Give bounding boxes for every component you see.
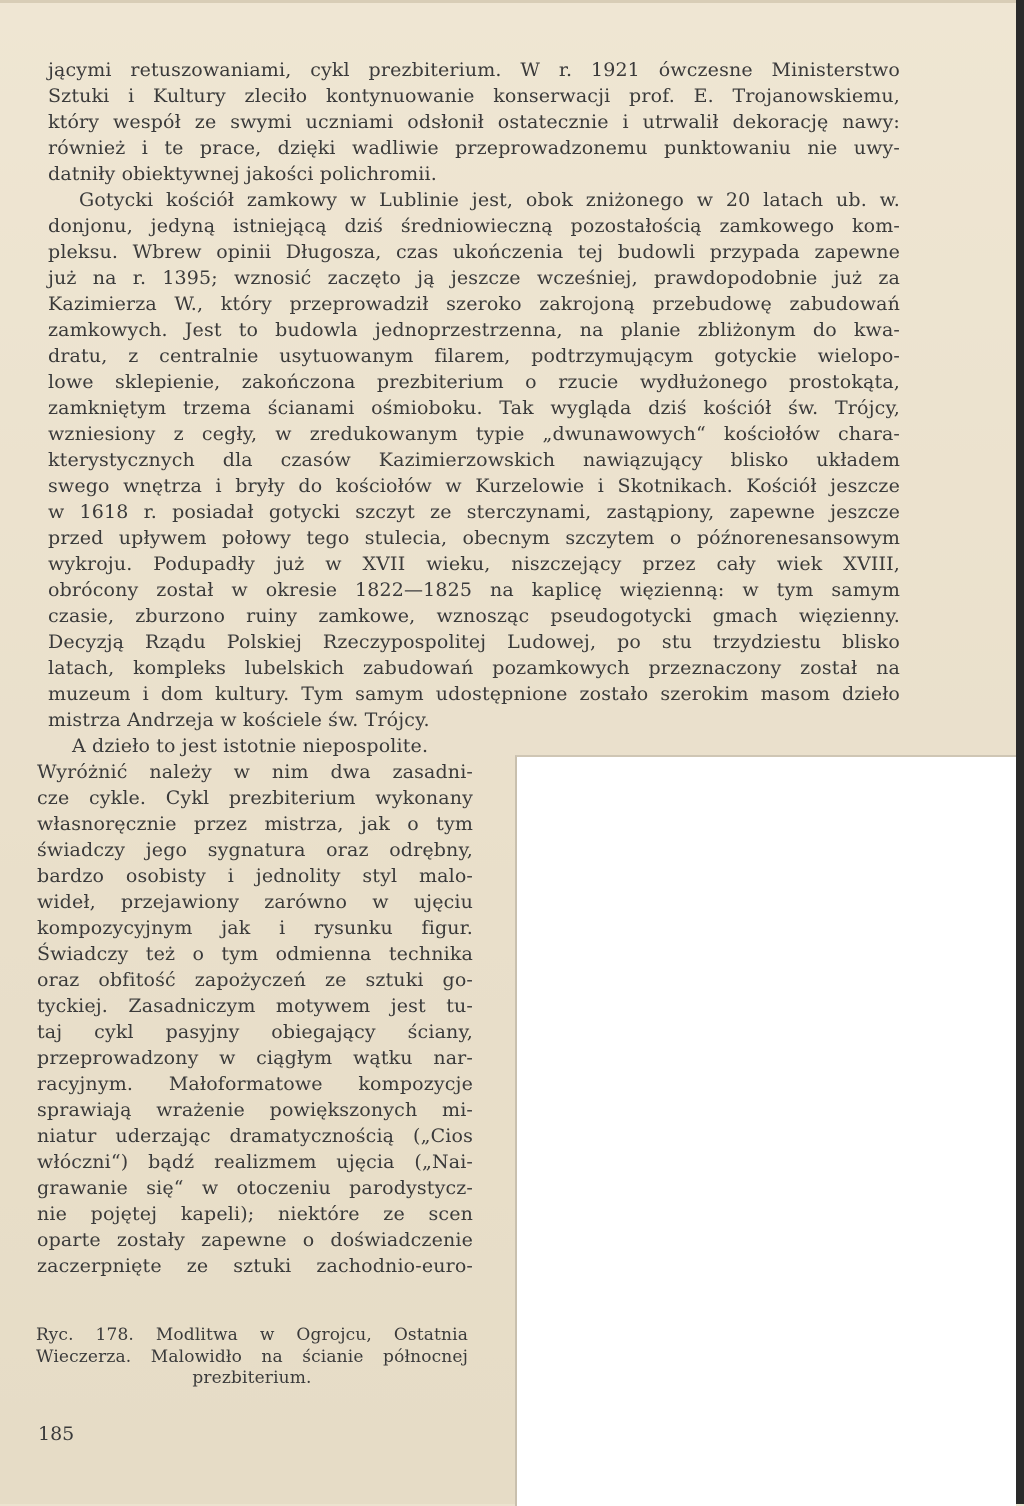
- text-line: również i te prace, dzięki wadliwie przeprowadzonemu punktowaniu nie uwy-: [48, 137, 900, 159]
- text-line: który wespół ze swymi uczniami odsłonił ostatecznie i utrwalił dekorację nawy:: [48, 111, 900, 133]
- text-line: zamkowych. Jest to budowla jednoprzestrzenna, na planie zbliżonym do kwa-: [48, 319, 900, 341]
- text-line: swego wnętrza i bryły do kościołów w Kurzelowie i Skotnikach. Kościół jeszcze: [48, 475, 900, 497]
- page-top-edge: [0, 0, 1024, 3]
- text-line: własnoręcznie przez mistrza, jak o tym: [37, 813, 473, 835]
- text-line: muzeum i dom kultury. Tym samym udostępnione zostało szerokim masom dzieło: [48, 683, 900, 705]
- text-line: Sztuki i Kultury zleciło kontynuowanie konserwacji prof. E. Trojanowskiemu,: [48, 85, 900, 107]
- text-line: mistrza Andrzeja w kościele św. Trójcy.: [48, 709, 430, 731]
- text-line: oparte zostały zapewne o doświadczenie: [37, 1229, 473, 1251]
- caption-line: prezbiterium.: [192, 1368, 312, 1388]
- text-line: świadczy jego sygnatura oraz odrębny,: [37, 839, 473, 861]
- text-line: racyjnym. Małoformatowe kompozycje: [37, 1073, 473, 1095]
- text-line: już na r. 1395; wznosić zaczęto ją jeszcze wcześniej, prawdopodobnie już za: [48, 267, 900, 289]
- caption-line: Wieczerza. Malowidło na ścianie północnej: [36, 1347, 468, 1367]
- page-number: 185: [38, 1423, 75, 1445]
- text-line: cze cykle. Cykl prezbiterium wykonany: [37, 787, 473, 809]
- figure-image-area: [515, 755, 1016, 1506]
- text-line: pleksu. Wbrew opinii Długosza, czas ukończenia tej budowli przypada zapewne: [48, 241, 900, 263]
- text-line: jącymi retuszowaniami, cykl prezbiterium. W r. 1921 ówczesne Ministerstwo: [48, 59, 900, 81]
- text-line: wykroju. Podupadły już w XVII wieku, niszczejący przez cały wiek XVIII,: [48, 553, 900, 575]
- text-line: latach, kompleks lubelskich zabudowań pozamkowych przeznaczony został na: [48, 657, 900, 679]
- text-line: dratu, z centralnie usytuowanym filarem, podtrzymującym gotyckie wielopo-: [48, 345, 900, 367]
- text-line: obrócony został w okresie 1822—1825 na kaplicę więzienną: w tym samym: [48, 579, 900, 601]
- paragraph-first-line: A dzieło to jest istotnie niepospolite.: [72, 735, 429, 757]
- text-line: zaczerpnięte ze sztuki zachodnio-euro-: [37, 1255, 473, 1277]
- text-line: włóczni“) bądź realizmem ujęcia („Nai-: [37, 1151, 473, 1173]
- text-line: oraz obfitość zapożyczeń ze sztuki go-: [37, 969, 473, 991]
- text-line: czasie, zburzono ruiny zamkowe, wznosząc pseudogotycki gmach więzienny.: [48, 605, 900, 627]
- text-line: Kazimierza W., który przeprowadził szeroko zakrojoną przebudowę zabudowań: [48, 293, 900, 315]
- text-line: wideł, przejawiony zarówno w ujęciu: [37, 891, 473, 913]
- text-line: nie pojętej kapeli); niektóre ze scen: [37, 1203, 473, 1225]
- text-line: datniły obiektywnej jakości polichromii.: [48, 163, 437, 185]
- text-line: kompozycyjnym jak i rysunku figur.: [37, 917, 473, 939]
- text-line: przeprowadzony w ciągłym wątku nar-: [37, 1047, 473, 1069]
- page-right-edge: [1016, 0, 1024, 1504]
- text-line: przed upływem połowy tego stulecia, obecnym szczytem o późnorenesansowym: [48, 527, 900, 549]
- text-line: Wyróżnić należy w nim dwa zasadni-: [37, 761, 473, 783]
- text-line: niatur uderzając dramatycznością („Cios: [37, 1125, 473, 1147]
- caption-line: Ryc. 178. Modlitwa w Ogrojcu, Ostatnia: [36, 1325, 468, 1345]
- text-line: zamkniętym trzema ścianami ośmioboku. Tak wygląda dziś kościół św. Trójcy,: [48, 397, 900, 419]
- text-line: Świadczy też o tym odmienna technika: [37, 943, 473, 965]
- text-line: taj cykl pasyjny obiegający ściany,: [37, 1021, 473, 1043]
- text-line: grawanie się“ w otoczeniu parodystycz-: [37, 1177, 473, 1199]
- text-line: wzniesiony z cegły, w zredukowanym typie „dwunawowych“ kościołów chara-: [48, 423, 900, 445]
- text-line: tyckiej. Zasadniczym motywem jest tu-: [37, 995, 473, 1017]
- text-line: sprawiają wrażenie powiększonych mi-: [37, 1099, 473, 1121]
- text-line: bardzo osobisty i jednolity styl malo-: [37, 865, 473, 887]
- text-line: Decyzją Rządu Polskiej Rzeczypospolitej Ludowej, po stu trzydziestu blisko: [48, 631, 900, 653]
- paragraph-first-line: Gotycki kościół zamkowy w Lublinie jest, obok zniżonego w 20 latach ub. w.: [79, 189, 900, 211]
- text-line: kterystycznych dla czasów Kazimierzowskich nawiązujący blisko układem: [48, 449, 900, 471]
- text-line: w 1618 r. posiadał gotycki szczyt ze sterczynami, zastąpiony, zapewne jeszcze: [48, 501, 900, 523]
- text-line: donjonu, jedyną istniejącą dziś średniowieczną pozostałością zamkowego kom-: [48, 215, 900, 237]
- text-line: lowe sklepienie, zakończona prezbiterium o rzucie wydłużonego prostokąta,: [48, 371, 900, 393]
